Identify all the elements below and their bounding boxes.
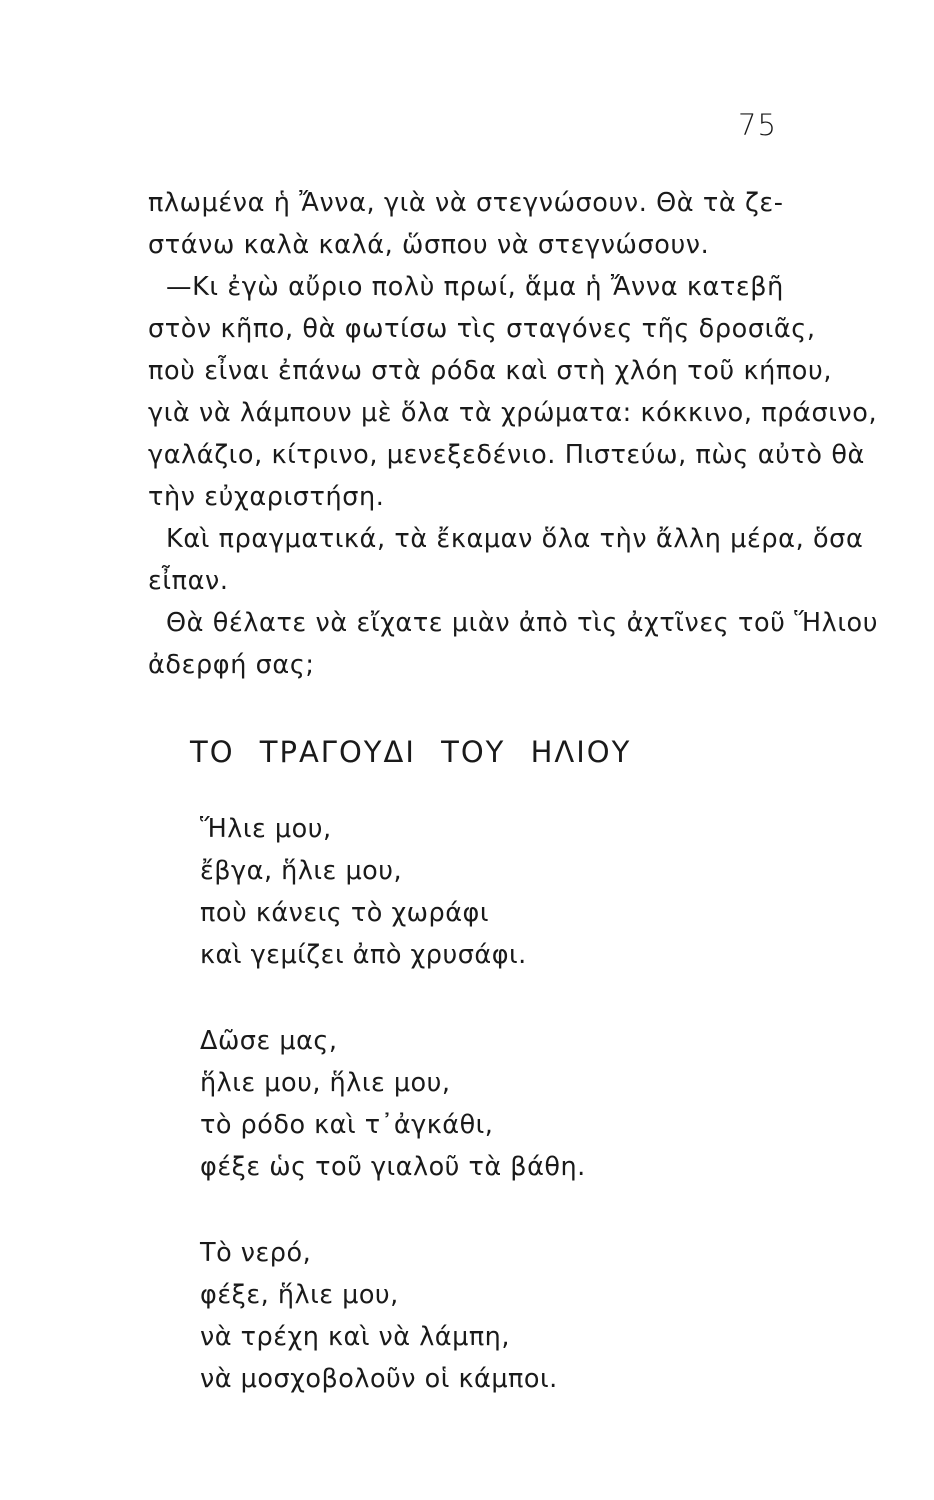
prose-line	[148, 224, 828, 266]
prose-line-text: γιὰ νὰ λάμπουν μὲ ὅλα τὰ χρώματα: κόκκινο, πράσινο,	[148, 398, 878, 428]
prose-line	[148, 518, 864, 560]
prose-line	[148, 308, 828, 350]
prose-line	[148, 602, 879, 644]
prose-line-text: γαλάζιο, κίτρινο, μενεξεδένιο. Πιστεύω, πὼς αὐτὸ θὰ	[148, 440, 865, 470]
poem	[200, 808, 586, 1444]
verse: νὰ μοσχοβολοῦν οἱ κάμποι.	[200, 1364, 558, 1394]
prose-line	[148, 350, 833, 392]
prose-line	[148, 182, 828, 224]
prose-line-text: Καὶ πραγματικά, τὰ ἔκαμαν ὅλα τὴν ἄλλη μέρα, ὅσα	[166, 524, 864, 554]
prose-line	[148, 476, 828, 518]
prose-line	[148, 266, 828, 308]
stanza-3	[200, 1232, 586, 1400]
verse: Δῶσε μας,	[200, 1026, 338, 1056]
stanza-1	[200, 808, 586, 976]
prose-line-text: πλωμένα ἡ Ἄννα, γιὰ νὰ στεγνώσουν. Θὰ τὰ ζε-	[148, 188, 784, 218]
verse: φέξε, ἥλιε μου,	[200, 1280, 399, 1310]
verse: ἔβγα, ἥλιε μου,	[200, 856, 403, 886]
prose-line-text: εἶπαν.	[148, 566, 229, 596]
prose-line	[148, 560, 828, 602]
verse: Ἥλιε μου,	[200, 814, 332, 844]
prose-line	[148, 434, 865, 476]
prose-line-text: τὴν εὐχαριστήση.	[148, 482, 385, 512]
prose-line-text: —Κι ἐγὼ αὔριο πολὺ πρωί, ἅμα ἡ Ἄννα κατεβῆ	[166, 272, 784, 302]
prose-line-text: στὸν κῆπο, θὰ φωτίσω τὶς σταγόνες τῆς δροσιᾶς,	[148, 314, 816, 344]
verse: Τὸ νερό,	[200, 1238, 312, 1268]
prose-line-text: ἀδερφή σας;	[148, 650, 315, 680]
prose-line-text: ποὺ εἶναι ἐπάνω στὰ ρόδα καὶ στὴ χλόη τοῦ κήπου,	[148, 356, 833, 386]
prose-line	[148, 644, 828, 686]
page-number: 75	[738, 108, 777, 142]
prose-line-text: Θὰ θέλατε νὰ εἴχατε μιὰν ἀπὸ τὶς ἀχτῖνες τοῦ Ἥλιου	[166, 608, 879, 638]
verse: φέξε ὡς τοῦ γιαλοῦ τὰ βάθη.	[200, 1152, 586, 1182]
verse: νὰ τρέχη καὶ νὰ λάμπη,	[200, 1322, 510, 1352]
stanza-2	[200, 1020, 586, 1188]
song-title: ΤΟ ΤΡΑΓΟΥΔΙ ΤΟΥ ΗΛΙΟΥ	[190, 735, 632, 769]
prose-line-text: στάνω καλὰ καλά, ὥσπου νὰ στεγνώσουν.	[148, 230, 710, 260]
verse: ποὺ κάνεις τὸ χωράφι	[200, 898, 489, 928]
prose-line	[148, 392, 878, 434]
prose-body	[148, 182, 879, 686]
verse: ἥλιε μου, ἥλιε μου,	[200, 1068, 451, 1098]
verse: τὸ ρόδο καὶ τ᾽ἀγκάθι,	[200, 1110, 494, 1140]
verse: καὶ γεμίζει ἀπὸ χρυσάφι.	[200, 940, 527, 970]
